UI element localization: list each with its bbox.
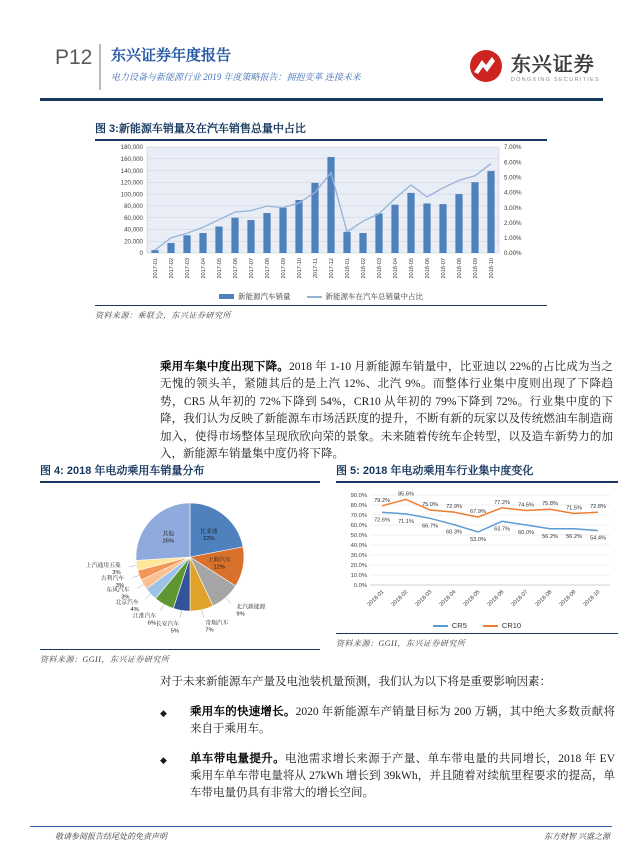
svg-text:2018-07: 2018-07 xyxy=(510,589,530,608)
svg-text:2017-10: 2017-10 xyxy=(297,258,303,279)
dongxing-logo-icon xyxy=(468,48,504,89)
svg-text:2017-06: 2017-06 xyxy=(233,258,239,279)
svg-text:2018-03: 2018-03 xyxy=(377,258,383,279)
bullet-body: 2020 年新能源车产销量目标为 200 万辆，其中绝大多数贡献将来自于乘用车。 xyxy=(190,706,616,735)
logo-text xyxy=(511,55,600,83)
svg-text:71.5%: 71.5% xyxy=(566,505,582,512)
body-paragraph xyxy=(160,359,613,464)
bullet-diamond-icon: ◆ xyxy=(160,708,167,718)
svg-text:60.0%: 60.0% xyxy=(518,530,534,536)
legend-label: 新能源车在汽车总销量中占比 xyxy=(325,292,423,301)
svg-text:40.0%: 40.0% xyxy=(350,543,367,549)
svg-text:85.6%: 85.6% xyxy=(398,491,414,498)
svg-text:56.2%: 56.2% xyxy=(566,533,582,540)
bullet-text xyxy=(190,704,615,738)
figure-5-title: 图 5: 2018 年电动乘用车行业集中度变化 xyxy=(336,462,618,483)
figure-4 xyxy=(40,462,320,665)
svg-text:2017-04: 2017-04 xyxy=(201,258,207,279)
svg-text:79.2%: 79.2% xyxy=(374,497,390,504)
figure-5-rule xyxy=(336,633,618,634)
svg-text:2017-11: 2017-11 xyxy=(313,258,319,279)
svg-text:2018-08: 2018-08 xyxy=(457,258,463,279)
legend-label: CR5 xyxy=(451,621,467,630)
svg-text:3.00%: 3.00% xyxy=(504,204,522,212)
svg-text:2018-03: 2018-03 xyxy=(414,589,434,608)
paragraph-body: 2018 年 1-10 月新能源车销量中，比亚迪以 22%的占比成为当之无愧的领头羊，紧随其后的是上汽 12%、北汽 9%。而整体行业集中度则出现了下降趋势，CR5 从年初的 72%下降到 54%，CR10 从年初的 79%下降到 72%。行业集中度的下降，我们认为反映了新能源车市场活跃度的提升，不断有新的玩家以及传统燃油车制造商加入，使得市场整体呈现欣欣向荣的景象。未来随着传统车企转型，以及造车新势力的加入，新能源车销量集中度仍将下降。 xyxy=(160,360,613,460)
svg-text:2018-04: 2018-04 xyxy=(438,589,458,608)
svg-text:80,000: 80,000 xyxy=(124,203,143,211)
figures-row xyxy=(40,462,618,665)
svg-text:70.0%: 70.0% xyxy=(350,513,367,519)
figure-3-rule xyxy=(95,305,547,306)
svg-text:上海汽车12%: 上海汽车 12% xyxy=(207,557,231,571)
svg-text:2017-08: 2017-08 xyxy=(265,258,271,279)
legend-line-swatch xyxy=(433,625,448,627)
bullet-lead: 单车带电量提升。 xyxy=(190,753,286,765)
figure-4-pie-chart xyxy=(40,483,320,641)
figure-3-source: 资料来源：乘联会，东兴证券研究所 xyxy=(95,311,231,320)
svg-text:2018-10: 2018-10 xyxy=(489,258,495,279)
svg-text:2018-08: 2018-08 xyxy=(534,589,554,608)
svg-text:2017-02: 2017-02 xyxy=(169,258,175,279)
svg-text:160,000: 160,000 xyxy=(120,155,143,163)
figure-4-source: 资料来源：GGII，东兴证券研究所 xyxy=(40,655,170,664)
svg-text:2017-01: 2017-01 xyxy=(153,258,159,279)
svg-text:其他26%: 其他 26% xyxy=(162,531,175,545)
svg-text:2018-09: 2018-09 xyxy=(473,258,479,279)
svg-text:比亚迪22%: 比亚迪 22% xyxy=(200,529,218,543)
forecast-section xyxy=(160,674,615,802)
svg-text:67.9%: 67.9% xyxy=(470,509,486,516)
svg-text:2017-03: 2017-03 xyxy=(185,258,191,279)
svg-text:72.6%: 72.6% xyxy=(374,517,390,524)
forecast-intro: 对于未来新能源车产量及电池装机量预测，我们认为以下将是重要影响因素： xyxy=(160,676,551,688)
header-divider xyxy=(99,44,101,90)
page-footer xyxy=(55,831,610,842)
svg-text:长安汽车5%: 长安汽车 5% xyxy=(155,621,179,635)
report-title: 东兴证券年度报告 xyxy=(111,47,232,64)
svg-text:2018-01: 2018-01 xyxy=(345,258,351,279)
figure-5-line-chart xyxy=(336,483,618,615)
bullet-text xyxy=(190,751,615,802)
svg-text:东风汽车3%: 东风汽车 3% xyxy=(106,587,130,601)
svg-text:100,000: 100,000 xyxy=(120,191,143,199)
header-rule xyxy=(40,98,603,101)
legend-item xyxy=(307,291,424,302)
svg-text:2018-05: 2018-05 xyxy=(462,589,482,608)
svg-text:2017-05: 2017-05 xyxy=(217,258,223,279)
figure-5-source: 资料来源：GGII，东兴证券研究所 xyxy=(336,639,466,648)
svg-text:63.7%: 63.7% xyxy=(494,526,510,533)
svg-text:6.00%: 6.00% xyxy=(504,159,522,167)
legend-line-swatch xyxy=(307,296,322,298)
figure-4-rule xyxy=(40,649,320,650)
svg-text:40,000: 40,000 xyxy=(124,226,143,234)
svg-text:2018-02: 2018-02 xyxy=(361,258,367,279)
footer-rule xyxy=(30,826,612,827)
svg-text:60.3%: 60.3% xyxy=(446,529,462,536)
figure-3-legend xyxy=(95,291,547,302)
svg-text:10.0%: 10.0% xyxy=(350,573,367,579)
bullet-body: 电池需求增长来源于产量、单车带电量的共同增长，2018 年 EV 乘用车单车带电量将从 27kWh 增长到 39kWh，并且随着对续航里程要求的提高，单车带电量仍具有非常大的增长空间。 xyxy=(190,753,616,799)
figure-5 xyxy=(336,462,618,665)
svg-text:2.00%: 2.00% xyxy=(504,219,522,227)
svg-text:56.2%: 56.2% xyxy=(542,533,558,540)
svg-text:72.8%: 72.8% xyxy=(590,504,606,511)
svg-text:2018-07: 2018-07 xyxy=(441,258,447,279)
svg-text:74.5%: 74.5% xyxy=(518,502,534,509)
figure-4-title: 图 4: 2018 年电动乘用车销量分布 xyxy=(40,462,320,483)
svg-text:2017-07: 2017-07 xyxy=(249,258,255,279)
svg-text:20.0%: 20.0% xyxy=(350,563,367,569)
svg-text:180,000: 180,000 xyxy=(120,144,143,152)
svg-text:北京汽车4%: 北京汽车 4% xyxy=(115,600,139,614)
svg-text:0.0%: 0.0% xyxy=(353,583,367,589)
legend-item xyxy=(433,621,467,630)
legend-label: CR10 xyxy=(501,621,522,630)
company-logo xyxy=(468,48,600,89)
legend-line-swatch xyxy=(483,625,498,627)
svg-text:71.1%: 71.1% xyxy=(398,518,414,525)
logo-text-en: DONGXING SECURITIES xyxy=(510,76,600,83)
svg-text:7.00%: 7.00% xyxy=(504,144,522,152)
svg-text:120,000: 120,000 xyxy=(120,179,143,187)
svg-text:75.8%: 75.8% xyxy=(542,501,558,508)
svg-text:2018-10: 2018-10 xyxy=(582,589,602,608)
figure-3 xyxy=(95,120,547,321)
svg-text:20,000: 20,000 xyxy=(124,238,143,246)
bullet-lead: 乘用车的快速增长。 xyxy=(190,706,296,718)
legend-bar-swatch xyxy=(219,294,234,299)
footer-disclaimer: 敬请参阅报告结尾处的免责声明 xyxy=(55,832,167,841)
legend-item xyxy=(483,621,521,630)
footer-slogan: 东方财智 兴盛之源 xyxy=(544,832,610,841)
page-number: P12 xyxy=(55,46,93,69)
svg-text:2017-12: 2017-12 xyxy=(329,258,335,279)
svg-text:53.0%: 53.0% xyxy=(470,537,486,543)
page-header xyxy=(55,44,600,96)
svg-text:0: 0 xyxy=(139,250,143,258)
svg-text:0.00%: 0.00% xyxy=(504,250,522,258)
svg-text:90.0%: 90.0% xyxy=(350,493,367,499)
svg-text:2018-04: 2018-04 xyxy=(393,258,399,279)
svg-text:66.7%: 66.7% xyxy=(422,523,438,530)
svg-text:75.0%: 75.0% xyxy=(422,502,438,508)
logo-text-cn: 东兴证券 xyxy=(510,53,595,76)
bullet-diamond-icon: ◆ xyxy=(160,755,167,765)
svg-text:5.00%: 5.00% xyxy=(504,174,522,182)
svg-text:77.2%: 77.2% xyxy=(494,499,510,506)
svg-text:2018-05: 2018-05 xyxy=(409,258,415,279)
svg-text:奇瑞汽车7%: 奇瑞汽车 7% xyxy=(205,620,229,634)
paragraph-lead: 乘用车集中度出现下降。 xyxy=(160,360,290,373)
bullet-item xyxy=(160,751,615,802)
svg-text:54.4%: 54.4% xyxy=(590,535,606,542)
legend-item xyxy=(219,291,291,302)
svg-text:2018-01: 2018-01 xyxy=(366,589,386,608)
legend-label: 新能源汽车销量 xyxy=(238,292,291,301)
svg-text:2018-06: 2018-06 xyxy=(425,258,431,279)
svg-text:2018-02: 2018-02 xyxy=(390,589,410,608)
svg-text:60,000: 60,000 xyxy=(124,214,143,222)
svg-text:2018-06: 2018-06 xyxy=(486,589,506,608)
svg-text:江淮汽车6%: 江淮汽车 6% xyxy=(132,613,157,627)
svg-text:30.0%: 30.0% xyxy=(350,553,367,559)
svg-text:60.0%: 60.0% xyxy=(350,523,367,529)
bullet-item xyxy=(160,704,615,738)
svg-text:4.00%: 4.00% xyxy=(504,189,522,197)
svg-text:北汽新能源9%: 北汽新能源 9% xyxy=(236,604,266,618)
svg-text:2017-09: 2017-09 xyxy=(281,258,287,279)
svg-text:吉利汽车3%: 吉利汽车 3% xyxy=(100,575,124,589)
svg-text:1.00%: 1.00% xyxy=(504,235,522,243)
svg-text:140,000: 140,000 xyxy=(120,167,143,175)
svg-text:50.0%: 50.0% xyxy=(350,533,367,539)
svg-text:2018-09: 2018-09 xyxy=(558,589,578,608)
figure-3-chart xyxy=(95,141,547,285)
svg-text:上汽通用五菱3%: 上汽通用五菱 3% xyxy=(85,563,121,576)
report-subtitle: 电力设备与新能源行业 2019 年度策略报告：拥抱变革 连接未来 xyxy=(111,72,361,82)
figure-3-title: 图 3:新能源车销量及在汽车销售总量中占比 xyxy=(95,120,547,141)
figure-5-legend xyxy=(336,621,618,630)
svg-text:72.9%: 72.9% xyxy=(446,504,462,511)
header-titles xyxy=(111,44,361,83)
svg-text:80.0%: 80.0% xyxy=(350,503,367,509)
